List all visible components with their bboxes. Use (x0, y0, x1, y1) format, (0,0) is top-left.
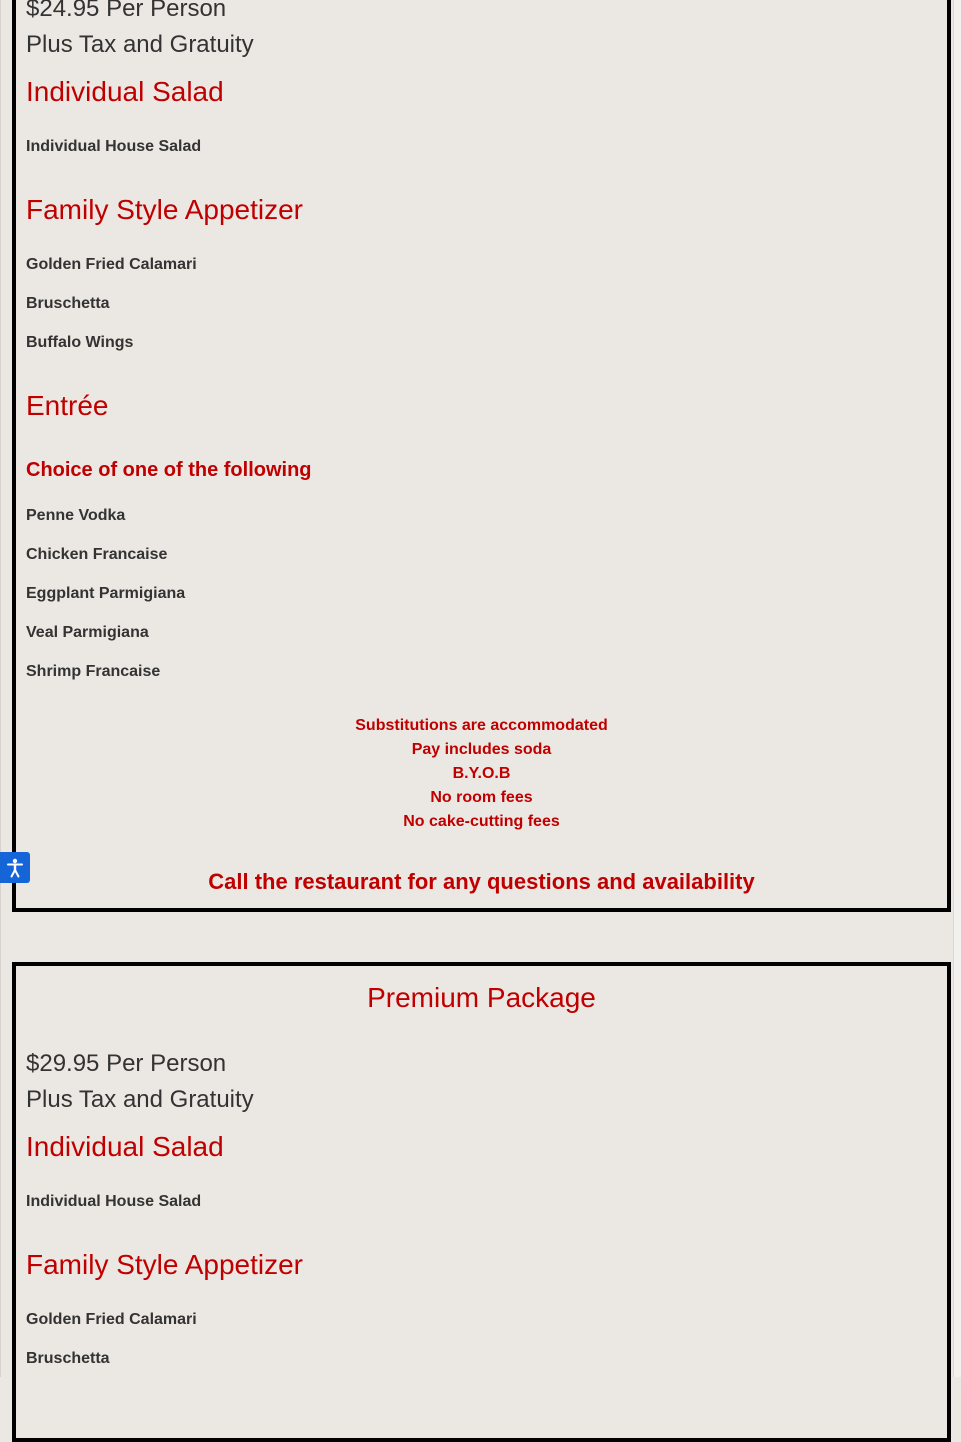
menu-item: Individual House Salad (26, 1193, 202, 1210)
package-card-standard (12, 0, 951, 912)
menu-item: Shrimp Francaise (26, 663, 161, 680)
package-card-premium (12, 962, 951, 1442)
entree-section-title: Entrée (26, 390, 109, 421)
package-price: $24.95 Per Person (26, 0, 227, 22)
package-note: Pay includes soda (411, 741, 552, 758)
menu-item: Bruschetta (26, 295, 110, 312)
scrollbar-track[interactable] (953, 0, 961, 1377)
entree-choice-heading: Choice of one of the following (26, 459, 312, 481)
accessibility-icon (6, 858, 24, 878)
menu-item: Golden Fried Calamari (26, 1311, 197, 1328)
appetizer-section-title: Family Style Appetizer (26, 194, 303, 225)
package-note: No cake-cutting fees (403, 813, 560, 830)
menu-item: Eggplant Parmigiana (26, 585, 186, 602)
call-restaurant-text: Call the restaurant for any questions and availability (208, 869, 755, 894)
menu-item: Individual House Salad (26, 138, 202, 155)
package-note: B.Y.O.B (452, 765, 511, 782)
menu-item: Chicken Francaise (26, 546, 168, 563)
salad-section-title: Individual Salad (26, 1131, 224, 1162)
package-price: $29.95 Per Person (26, 1050, 227, 1077)
menu-item: Veal Parmigiana (26, 624, 149, 641)
package-tax-note: Plus Tax and Gratuity (26, 1086, 254, 1113)
appetizer-section-title: Family Style Appetizer (26, 1249, 303, 1280)
package-title: Premium Package (367, 982, 596, 1013)
package-tax-note: Plus Tax and Gratuity (26, 31, 254, 58)
salad-section-title: Individual Salad (26, 76, 224, 107)
menu-item: Bruschetta (26, 1350, 110, 1367)
menu-item: Buffalo Wings (26, 334, 134, 351)
package-note: Substitutions are accommodated (355, 717, 608, 734)
page-left-edge (0, 0, 1, 1377)
accessibility-button[interactable] (0, 852, 30, 883)
menu-item: Golden Fried Calamari (26, 256, 197, 273)
menu-item: Penne Vodka (26, 507, 126, 524)
package-note: No room fees (430, 789, 533, 806)
